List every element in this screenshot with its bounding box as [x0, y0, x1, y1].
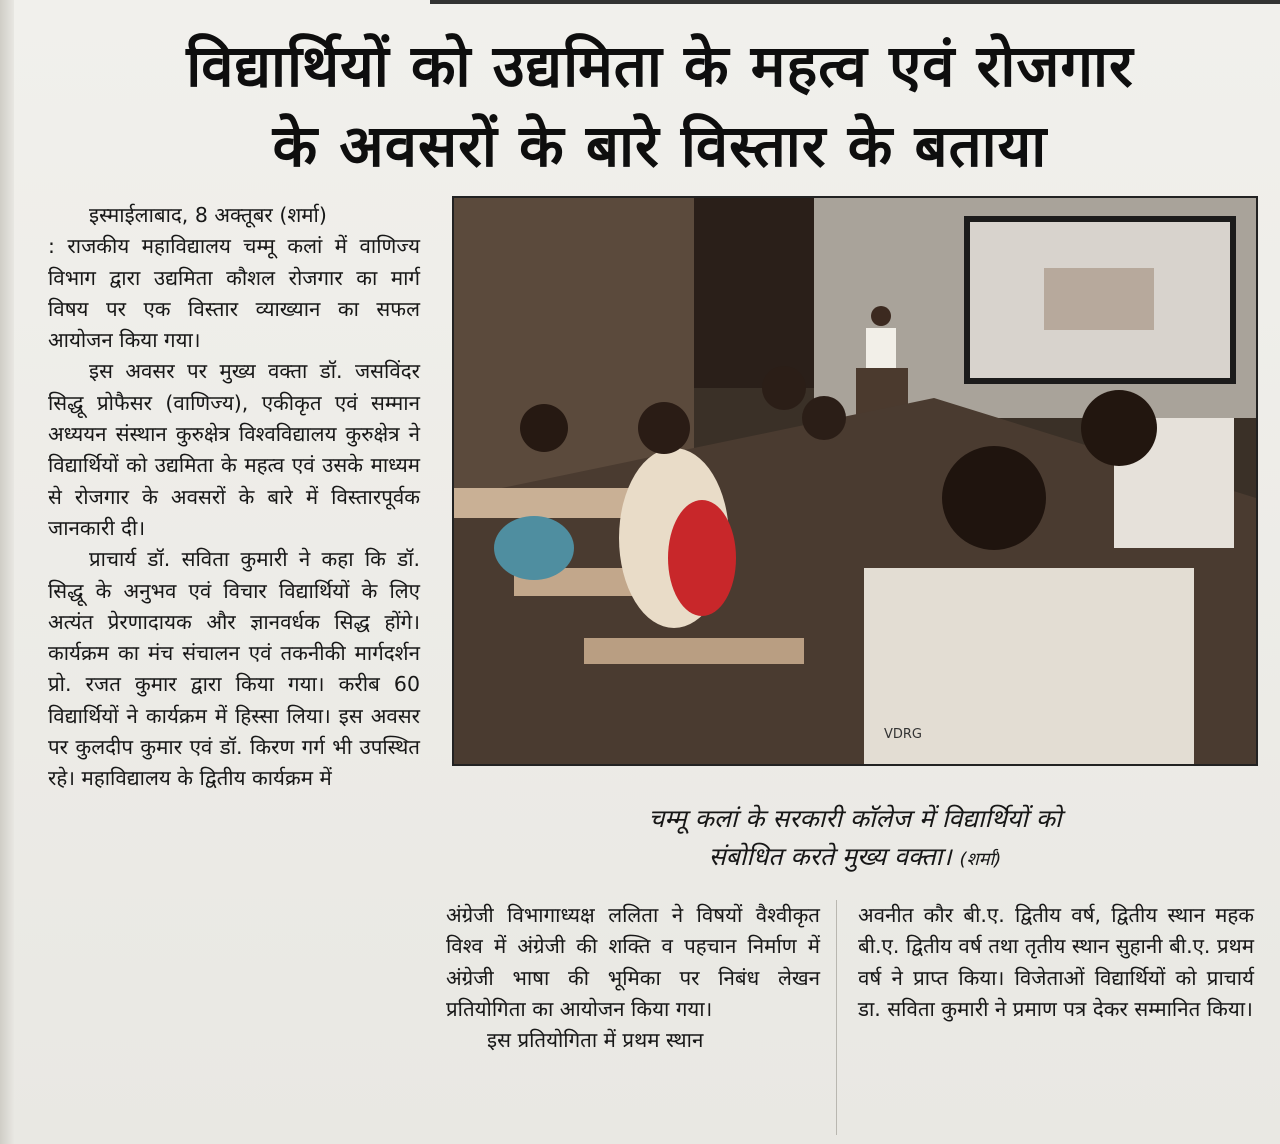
dateline: इस्माईलाबाद, 8 अक्तूबर (शर्मा)	[89, 203, 327, 227]
lecture-hall-photo	[454, 198, 1256, 764]
paragraph-1: : राजकीय महाविद्यालय चम्मू कलां में वाणिज्य विभाग द्वारा उद्यमिता कौशल रोजगार का मार्ग विषय पर एक विस्तार व्याख्यान का सफल आयोजन किया गया।	[48, 234, 420, 353]
projected-slide	[1044, 268, 1154, 330]
student-head	[1081, 390, 1157, 466]
photo-caption	[450, 800, 1260, 879]
page-fold-shadow	[0, 0, 14, 1144]
front-student-head	[942, 446, 1046, 550]
article-column-1	[48, 200, 420, 795]
student-head	[802, 396, 846, 440]
student-red-print	[668, 500, 736, 616]
blue-bag	[494, 516, 574, 580]
student-head	[762, 366, 806, 410]
article-column-2	[446, 900, 820, 1056]
paragraph-2: इस अवसर पर मुख्य वक्ता डॉ. जसविंदर सिद्धू प्रोफैसर (वाणिज्य), एकीकृत एवं सम्मान अध्ययन संस्थान कुरुक्षेत्र विश्वविद्यालय कुरुक्षेत्र ने विद्यार्थियों को उद्यमिता के महत्व एवं उसके माध्यम से रोजगार के अवसरों के बारे में विस्तारपूर्वक जानकारी दी।	[48, 359, 420, 540]
caption-text: संबोधित करते मुख्य वक्ता।	[708, 842, 952, 871]
paragraph-5: इस प्रतियोगिता में प्रथम स्थान	[487, 1028, 704, 1053]
top-rule	[430, 0, 1280, 4]
headline-line-2: के अवसरों के बारे विस्तार के बताया	[272, 112, 1048, 180]
photo-curtain	[694, 198, 814, 388]
photo-credit: (शर्मा)	[959, 849, 1002, 870]
caption-line-1: चम्मू कलां के सरकारी कॉलेज में विद्यार्थियों को	[648, 804, 1062, 833]
student-head	[520, 404, 568, 452]
bench-3	[584, 638, 804, 664]
jacket-print: VDRG	[884, 727, 923, 742]
column-divider	[836, 900, 837, 1135]
caption-line-2	[450, 838, 1260, 879]
paragraph-3: प्राचार्य डॉ. सविता कुमारी ने कहा कि डॉ. सिद्धू के अनुभव एवं विचार विद्यार्थियों के लिए अत्यंत प्रेरणादायक और ज्ञानवर्धक सिद्ध होंगे। कार्यक्रम का मंच संचालन एवं तकनीकी मार्गदर्शन प्रो. रजत कुमार द्वारा किया गया। करीब 60 विद्यार्थियों ने कार्यक्रम में हिस्सा लिया। इस अवसर पर कुलदीप कुमार एवं डॉ. किरण गर्ग भी उपस्थित रहे। महाविद्यालय के द्वितीय कार्यक्रम में	[48, 547, 420, 791]
headline-line-1: विद्यार्थियों को उद्यमिता के महत्व एवं रोजगार	[186, 32, 1134, 100]
news-photo	[452, 196, 1258, 766]
headline	[60, 26, 1260, 186]
paragraph-6: अवनीत कौर बी.ए. द्वितीय वर्ष, द्वितीय स्थान महक बी.ए. द्वितीय वर्ष तथा तृतीय स्थान सुहानी बी.ए. प्रथम वर्ष ने प्राप्त किया। विजेताओं विद्यार्थियों को प्राचार्य डा. सविता कुमारी ने प्रमाण पत्र देकर सम्मानित किया।	[858, 903, 1254, 1021]
student-head	[638, 402, 690, 454]
speaker-head	[871, 306, 891, 326]
paragraph-4: अंग्रेजी विभागाध्यक्ष ललिता ने विषयों वैश्वीकृत विश्व में अंग्रेजी की शक्ति व पहचान निर्माण में अंग्रेजी भाषा की भूमिका पर निबंध लेखन प्रतियोगिता का आयोजन किया गया।	[446, 903, 820, 1021]
article-column-3	[858, 900, 1254, 1025]
